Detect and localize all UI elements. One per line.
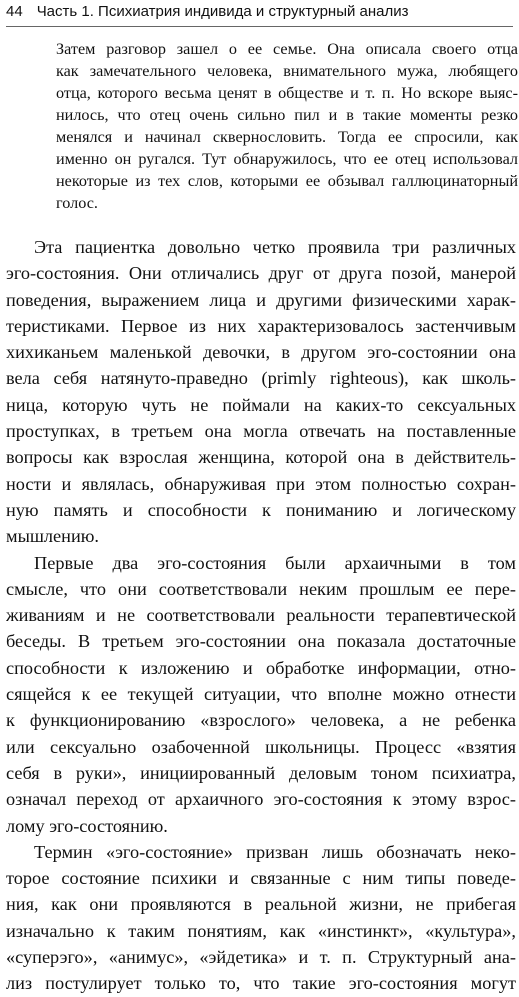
excerpt-line: именно он ругался. Тут обнаружилось, что ее отец использовал: [56, 150, 518, 168]
excerpt-line: Затем разговор зашел о ее семье. Она описала своего отца: [56, 40, 518, 58]
paragraph-line: лому эго-состоянию.: [6, 815, 168, 836]
paragraph: [6, 839, 516, 997]
paragraph-line: Первые два эго-состояния были архаичными в том: [34, 552, 516, 573]
paragraph-line: мышлению.: [6, 526, 99, 547]
paragraph-line: изначально к таким понятиям, как «инстинкт», «культура»,: [6, 920, 516, 941]
paragraph-line: Термин «эго-состояние» призван лишь обозначать неко-: [34, 841, 516, 862]
paragraph: [6, 234, 516, 550]
paragraph-line: означал переход от архаичного эго-состояния к этому взрос-: [6, 789, 516, 810]
excerpt-line: нилось, что отец очень сильно пил и в такие моменты резко: [56, 106, 518, 124]
paragraph-line: проступках, в третьем она могла отвечать на поставленные: [6, 421, 516, 442]
paragraph-line: беседы. В третьем эго-состоянии она показала достаточные: [6, 631, 516, 652]
excerpt-line: менялся и начинал сквернословить. Тогда ее спросили, как: [56, 128, 518, 146]
paragraph-line: поведения, выражением лица и другими физическими харак-: [6, 289, 516, 310]
running-header: [6, 2, 513, 27]
body-text: [6, 234, 516, 997]
paragraph-line: ную память и способности к пониманию и логическому: [6, 499, 516, 520]
page-number: 44: [6, 3, 23, 20]
paragraph-line: способности к изложению и обработке информации, отно-: [6, 657, 516, 678]
case-excerpt: [56, 38, 518, 214]
paragraph-line: «суперэго», «анимус», «эйдетика» и т. п. Структурный ана-: [6, 947, 516, 968]
paragraph-line: торое состояние психики и связанные с ним типы поведе-: [6, 868, 516, 889]
paragraph-line: лиз постулирует только то, что такие эго-состояния могут: [6, 973, 516, 994]
paragraph-line: смысле, что они соответствовали неким прошлым ее пере-: [6, 578, 516, 599]
paragraph-line: живаниям и не соответствовали реальности терапевтической: [6, 605, 516, 626]
paragraph-line: теристиками. Первое из них характеризовалось застенчивым: [6, 315, 516, 336]
paragraph-line: себя в руки», инициированный деловым тоном психиатра,: [6, 762, 516, 783]
running-title: Часть 1. Психиатрия индивида и структурный анализ: [36, 3, 409, 20]
paragraph-line: или сексуально озабоченной школьницы. Процесс «взятия: [6, 736, 516, 757]
paragraph-line: ния, как они проявляются в реальной жизни, не прибегая: [6, 894, 516, 915]
paragraph-line: эго-состояния. Они отличались друг от друга позой, манерой: [6, 263, 516, 284]
excerpt-line: голос.: [56, 194, 98, 212]
excerpt-line: отца, которого весьма ценят в обществе и т. п. Но вскоре выяс-: [56, 84, 518, 102]
paragraph-line: вопросы как взрослая женщина, которой она в действитель-: [6, 447, 516, 468]
excerpt-line: как замечательного человека, внимательного мужа, любящего: [56, 62, 518, 80]
excerpt-line: некоторые из тех слов, которыми ее обзывал галлюцинаторный: [56, 172, 518, 190]
paragraph-line: к функционированию «взрослого» человека, а не ребенка: [6, 710, 516, 731]
paragraph-line: ница, которую чуть не поймали на каких-то сексуальных: [6, 394, 516, 415]
paragraph-line: сящейся к ее текущей ситуации, что вполне можно отнести: [6, 684, 516, 705]
paragraph-line: хихиканьем маленькой девочки, в другом эго-состоянии она: [6, 342, 516, 363]
paragraph-line: Эта пациентка довольно четко проявила три различных: [34, 237, 516, 257]
paragraph-line: ности и являлась, обнаруживая при этом полностью сохран-: [6, 473, 516, 494]
paragraph: [6, 550, 516, 839]
paragraph-line: вела себя натянуто-праведно (primly righteous), как школь-: [6, 368, 516, 389]
